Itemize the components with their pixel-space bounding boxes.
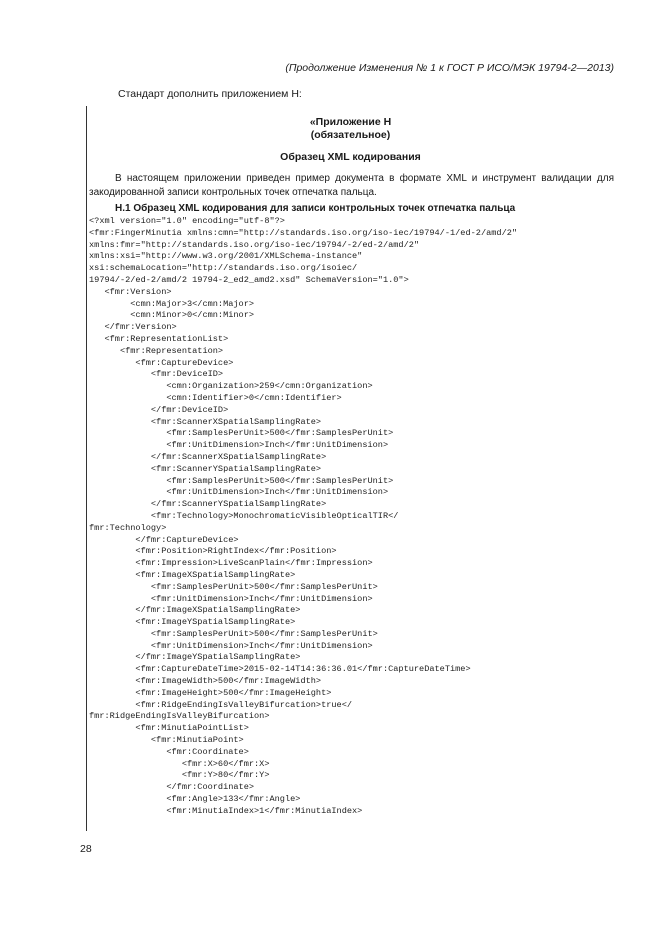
code-line: <?xml version="1.0" encoding="utf-8"?>: [89, 216, 285, 226]
code-line: <fmr:UnitDimension>Inch</fmr:UnitDimension>: [89, 440, 389, 451]
code-line: <cmn:Minor>0</cmn:Minor>: [89, 310, 255, 321]
section-subheading: Н.1 Образец XML кодирования для записи контрольных точек отпечатка пальца: [115, 203, 516, 214]
code-line: <fmr:ImageWidth>500</fmr:ImageWidth>: [89, 676, 322, 687]
code-line: <fmr:DeviceID>: [89, 369, 224, 380]
code-line: <fmr:UnitDimension>Inch</fmr:UnitDimension>: [89, 640, 373, 651]
code-line: <fmr:Position>RightIndex</fmr:Position>: [89, 546, 337, 557]
appendix-title: «Приложение Н: [309, 116, 392, 128]
appendix-title-block: [0, 116, 661, 142]
code-line: fmr:RidgeEndingIsValleyBifurcation>: [89, 711, 270, 722]
code-line: <fmr:MinutiaIndex>1</fmr:MinutiaIndex>: [89, 805, 363, 816]
page-number: 28: [80, 843, 92, 855]
code-line: <fmr:X>60</fmr:X>: [89, 758, 270, 769]
continuation-note: (Продолжение Изменения № 1 к ГОСТ Р ИСО/МЭК 19794-2—2013): [285, 62, 614, 74]
code-line: <fmr:Technology>MonochromaticVisibleOpticalTIR</: [89, 510, 399, 521]
code-line: 19794/-2/ed-2/amd/2 19794-2_ed2_amd2.xsd" SchemaVersion="1.0">: [89, 274, 409, 285]
code-line: <fmr:Version>: [89, 286, 172, 297]
appendix-heading: Образец XML кодирования: [280, 151, 421, 163]
code-line: <fmr:CaptureDevice>: [89, 357, 234, 368]
appendix-status: (обязательное): [310, 129, 391, 141]
code-line: </fmr:DeviceID>: [89, 404, 229, 415]
code-line: <fmr:ImageYSpatialSamplingRate>: [89, 617, 296, 628]
code-line: xmlns:fmr="http://standards.iso.org/iso-iec/19794/-2/ed-2/amd/2": [89, 239, 420, 250]
code-line: <fmr:MinutiaPointList>: [89, 723, 249, 734]
code-line: </fmr:ImageXSpatialSamplingRate>: [89, 605, 301, 616]
code-line: </fmr:ScannerYSpatialSamplingRate>: [89, 499, 327, 510]
intro-text: Стандарт дополнить приложением Н:: [118, 88, 302, 100]
code-line: <cmn:Major>3</cmn:Major>: [89, 298, 255, 309]
code-line: <fmr:ImageHeight>500</fmr:ImageHeight>: [89, 687, 332, 698]
code-line: <fmr:RepresentationList>: [89, 333, 229, 344]
code-line: <fmr:ImageXSpatialSamplingRate>: [89, 569, 296, 580]
code-line: <fmr:SamplesPerUnit>500</fmr:SamplesPerUnit>: [89, 475, 394, 486]
appendix-paragraph: В настоящем приложении приведен пример документа в формате XML и инструмент валидации для закодированной записи контрольных точек отпечатка пальца.: [89, 173, 614, 198]
code-line: <cmn:Identifier>0</cmn:Identifier>: [89, 392, 342, 403]
xml-code-block: [89, 216, 517, 818]
code-line: </fmr:ImageYSpatialSamplingRate>: [89, 652, 301, 663]
code-line: <fmr:Angle>133</fmr:Angle>: [89, 794, 301, 805]
code-line: <fmr:Impression>LiveScanPlain</fmr:Impression>: [89, 558, 373, 569]
code-line: <fmr:UnitDimension>Inch</fmr:UnitDimension>: [89, 487, 389, 498]
code-line: </fmr:CaptureDevice>: [89, 534, 239, 545]
code-line: xsi:schemaLocation="http://standards.iso.org/isoiec/: [89, 263, 358, 274]
code-line: <fmr:SamplesPerUnit>500</fmr:SamplesPerUnit>: [89, 581, 378, 592]
code-line: xmlns:xsi="http://www.w3.org/2001/XMLSchema-instance": [89, 251, 363, 262]
code-line: </fmr:Version>: [89, 322, 177, 333]
code-line: <fmr:FingerMinutia xmlns:cmn="http://standards.iso.org/iso-iec/19794/-1/ed-2/amd/2": [89, 227, 518, 238]
code-line: <fmr:Coordinate>: [89, 746, 249, 757]
code-line: </fmr:ScannerXSpatialSamplingRate>: [89, 451, 327, 462]
code-line: </fmr:Coordinate>: [89, 782, 255, 793]
code-line: <fmr:ScannerXSpatialSamplingRate>: [89, 416, 322, 427]
code-line: <fmr:UnitDimension>Inch</fmr:UnitDimension>: [89, 593, 373, 604]
code-line: <fmr:SamplesPerUnit>500</fmr:SamplesPerUnit>: [89, 628, 378, 639]
code-line: <fmr:ScannerYSpatialSamplingRate>: [89, 463, 322, 474]
code-line: fmr:Technology>: [89, 522, 167, 533]
code-line: <fmr:CaptureDateTime>2015-02-14T14:36:36.01</fmr:CaptureDateTime>: [89, 664, 471, 675]
code-line: <fmr:Representation>: [89, 345, 224, 356]
change-margin-line: [86, 106, 87, 831]
code-line: <fmr:Y>80</fmr:Y>: [89, 770, 270, 781]
code-line: <fmr:MinutiaPoint>: [89, 735, 244, 746]
code-line: <fmr:RidgeEndingIsValleyBifurcation>true</: [89, 699, 353, 710]
code-line: <fmr:SamplesPerUnit>500</fmr:SamplesPerUnit>: [89, 428, 394, 439]
code-line: <cmn:Organization>259</cmn:Organization>: [89, 381, 373, 392]
